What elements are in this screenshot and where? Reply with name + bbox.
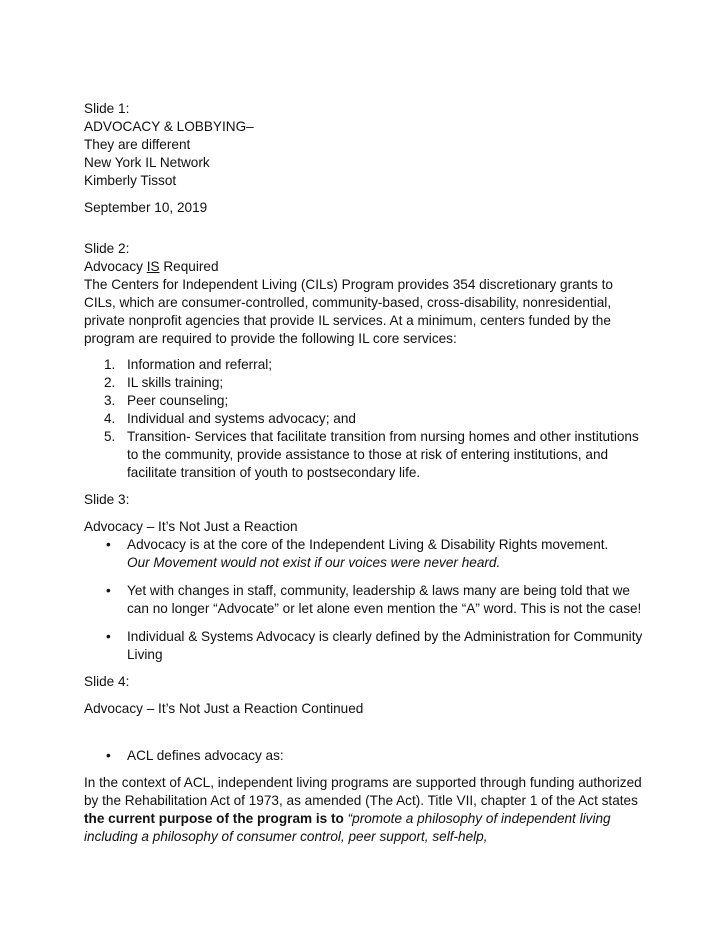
slide2-title-suffix: Required [159, 259, 219, 274]
slide1-heading: Slide 1: [84, 101, 130, 116]
list-number: 4. [104, 411, 116, 426]
slide1-subtitle: They are different [84, 137, 191, 152]
slide2-title-prefix: Advocacy [84, 259, 147, 274]
bullet-text: Advocacy is at the core of the Independent Living & Disability Rights movement. [127, 537, 609, 552]
slide4-body [84, 774, 644, 846]
list-number: 5. [104, 429, 116, 444]
slide3-heading: Slide 3: [84, 492, 130, 507]
list-item [84, 374, 644, 392]
slide2-title [84, 258, 644, 276]
list-number: 1. [104, 357, 116, 372]
list-item [84, 428, 644, 482]
slide1-author: Kimberly Tissot [84, 173, 177, 188]
bullet-icon: • [106, 629, 111, 644]
list-item [84, 582, 644, 618]
bullet-text: Individual & Systems Advocacy is clearly defined by the Administration for Community Living [127, 629, 643, 662]
bullet-italic-text: Our Movement would not exist if our voices were never heard. [127, 555, 501, 570]
slide2-body: The Centers for Independent Living (CILs) Program provides 354 discretionary grants to CILs, which are consumer-controlled, community-based, cross-disability, nonresidential, private nonprofit agencies that provide IL services. At a minimum, centers funded by the program are required to provide the following IL core services: [84, 277, 613, 346]
slide3-bullet-list [84, 536, 644, 664]
slide4-bullet-list [84, 747, 644, 765]
bullet-text: ACL defines advocacy as: [127, 748, 284, 763]
list-text: IL skills training; [127, 375, 224, 390]
document-page [84, 100, 644, 846]
slide2-title-underlined: IS [146, 259, 160, 274]
list-item [84, 628, 644, 664]
slide4-body-plain: In the context of ACL, independent living programs are supported through funding authorized by the Rehabilitation Act of 1973, as amended (The Act). Title VII, chapter 1 of the Act states [84, 775, 642, 808]
list-item [84, 356, 644, 374]
bullet-icon: • [106, 537, 111, 552]
list-text: Transition- Services that facilitate transition from nursing homes and other institutions to the community, provide assistance to those at risk of entering institutions, and facilitate transition of youth to postsecondary life. [127, 429, 639, 480]
list-item [84, 410, 644, 428]
slide1-date: September 10, 2019 [84, 200, 208, 215]
list-number: 3. [104, 393, 116, 408]
list-item [84, 747, 644, 765]
list-item [84, 392, 644, 410]
list-item [84, 536, 644, 572]
slide4-title: Advocacy – It’s Not Just a Reaction Continued [84, 701, 364, 716]
bullet-text: Yet with changes in staff, community, leadership & laws many are being told that we can no longer “Advocate” or let alone even mention the “A” word. This is not the case! [127, 583, 642, 616]
list-number: 2. [104, 375, 116, 390]
list-text: Information and referral; [127, 357, 273, 372]
slide1-title: ADVOCACY & LOBBYING– [84, 119, 254, 134]
list-text: Peer counseling; [127, 393, 229, 408]
core-services-list [84, 356, 644, 482]
slide1-org: New York IL Network [84, 155, 210, 170]
bullet-icon: • [106, 583, 111, 598]
slide3-title: Advocacy – It’s Not Just a Reaction [84, 519, 298, 534]
list-text: Individual and systems advocacy; and [127, 411, 356, 426]
slide4-body-bold: the current purpose of the program is to [84, 811, 344, 826]
slide4-heading: Slide 4: [84, 674, 130, 689]
bullet-icon: • [106, 748, 111, 763]
slide4-body-italic: “promote a philosophy of independent living including a philosophy of consumer control, peer support, self-help, [84, 811, 611, 844]
slide2-heading: Slide 2: [84, 241, 130, 256]
